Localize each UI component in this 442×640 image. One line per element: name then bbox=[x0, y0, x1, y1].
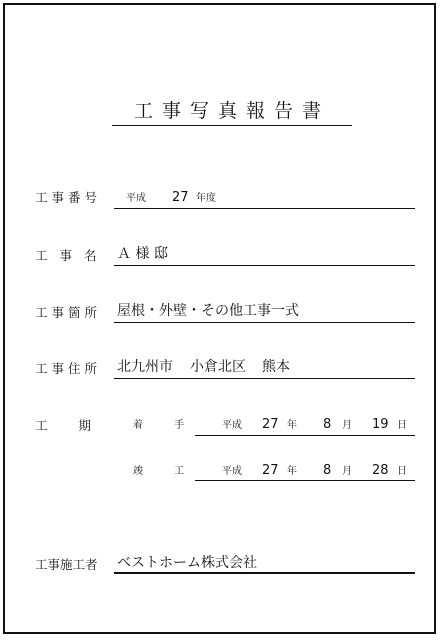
end-month-unit: 月 bbox=[342, 466, 352, 477]
construction-period-label: 工 期 bbox=[35, 418, 94, 433]
construction-location-value: 屋根・外壁・その他工事一式 bbox=[117, 303, 299, 319]
end-date-underline bbox=[195, 480, 415, 481]
end-year-unit: 年 bbox=[287, 466, 297, 477]
end-day: 28 bbox=[372, 463, 389, 478]
construction-number-label: 工事番号 bbox=[35, 190, 102, 205]
address-district: 熊本 bbox=[262, 359, 290, 375]
construction-number-suffix: 年度 bbox=[196, 193, 216, 204]
contractor-value: ベストホーム株式会社 bbox=[117, 555, 257, 571]
end-era: 平成 bbox=[222, 466, 242, 477]
start-date-underline bbox=[195, 435, 415, 436]
construction-address-underline bbox=[114, 378, 415, 379]
construction-number-year: 27 bbox=[172, 190, 189, 205]
address-city: 北九州市 bbox=[117, 359, 173, 375]
start-month-unit: 月 bbox=[342, 420, 352, 431]
construction-name-value: Ａ 様 邸 bbox=[117, 246, 168, 262]
start-day: 19 bbox=[372, 417, 389, 432]
start-year-unit: 年 bbox=[287, 420, 297, 431]
address-ward: 小倉北区 bbox=[190, 359, 246, 375]
construction-name-underline bbox=[114, 265, 415, 266]
construction-number-underline bbox=[114, 208, 415, 209]
start-day-unit: 日 bbox=[397, 420, 407, 431]
end-year: 27 bbox=[262, 463, 279, 478]
start-era: 平成 bbox=[222, 420, 242, 431]
start-label: 着 手 bbox=[133, 420, 199, 431]
contractor-label: 工事施工者 bbox=[35, 557, 98, 572]
page-title: 工事写真報告書 bbox=[133, 100, 330, 122]
end-day-unit: 日 bbox=[397, 466, 407, 477]
end-month: 8 bbox=[323, 463, 332, 478]
construction-location-label: 工事箇所 bbox=[35, 305, 102, 320]
construction-name-label: 工 事 名 bbox=[35, 248, 101, 263]
contractor-underline bbox=[114, 572, 415, 574]
start-year: 27 bbox=[262, 417, 279, 432]
end-label: 竣 工 bbox=[133, 466, 199, 477]
title-underline bbox=[112, 125, 352, 126]
construction-number-era: 平成 bbox=[126, 193, 146, 204]
construction-location-underline bbox=[114, 322, 415, 323]
construction-address-label: 工事住所 bbox=[35, 361, 102, 376]
start-month: 8 bbox=[323, 417, 332, 432]
